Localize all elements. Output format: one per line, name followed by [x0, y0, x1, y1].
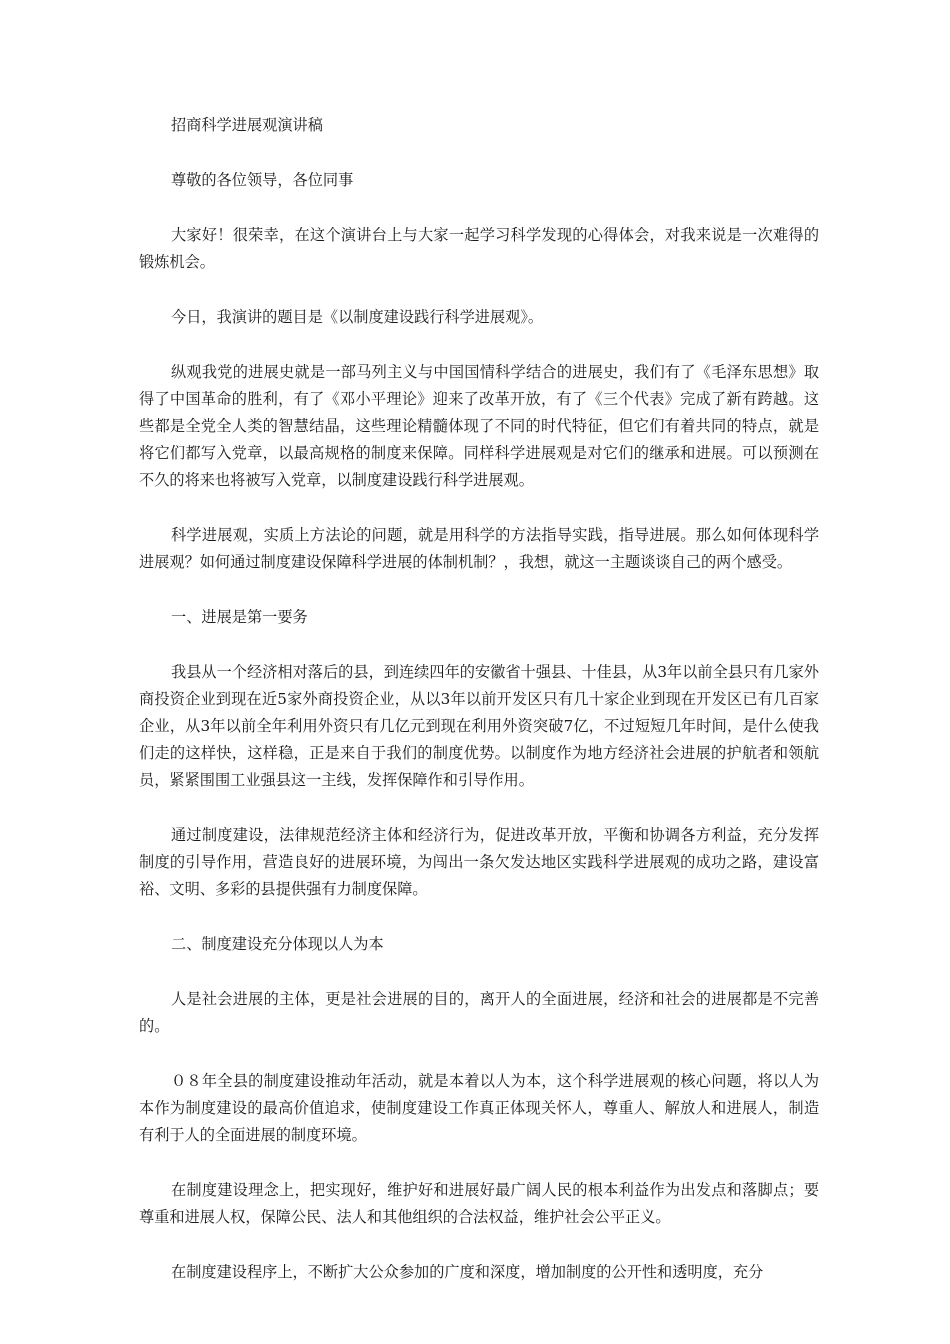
paragraph: 在制度建设理念上，把实现好，维护好和进展好最广阔人民的根本利益作为出发点和落脚点；要尊重和进展人权，保障公民、法人和其他组织的合法权益，维护社会公平正义。: [139, 1181, 819, 1226]
salutation: 尊敬的各位领导，各位同事: [171, 171, 354, 189]
paragraph: 大家好！很荣幸，在这个演讲台上与大家一起学习科学发现的心得体会，对我来说是一次难得的锻炼机会。: [139, 226, 819, 271]
paragraph: 人是社会进展的主体，更是社会进展的目的，离开人的全面进展，经济和社会的进展都是不完善的。: [139, 990, 819, 1035]
paragraph: 通过制度建设，法律规范经济主体和经济行为，促进改革开放，平衡和协调各方利益，充分发挥制度的引导作用，营造良好的进展环境，为闯出一条欠发达地区实践科学进展观的成功之路，建设富裕、文明、多彩的县提供强有力制度保障。: [139, 826, 819, 898]
paragraph: 纵观我党的进展史就是一部马列主义与中国国情科学结合的进展史，我们有了《毛泽东思想》取得了中国革命的胜利，有了《邓小平理论》迎来了改革开放，有了《三个代表》完成了新有跨越。这些都是全党全人类的智慧结晶，这些理论精髓体现了不同的时代特征，但它们有着共同的特点，就是将它们都写入党章，以最高规格的制度来保障。同样科学进展观是对它们的继承和进展。可以预测在不久的将来也将被写入党章，以制度建设践行科学进展观。: [139, 363, 819, 489]
paragraph: 在制度建设程序上，不断扩大公众参加的广度和深度，增加制度的公开性和透明度，充分: [171, 1263, 764, 1281]
document-title: 招商科学进展观演讲稿: [171, 116, 323, 134]
document-page: [139, 112, 819, 1286]
section-heading-1: 一、进展是第一要务: [171, 608, 308, 626]
paragraph: 我县从一个经济相对落后的县，到连续四年的安徽省十强县、十佳县，从3年以前全县只有几家外商投资企业到现在近5家外商投资企业，从以3年以前开发区只有几十家企业到现在开发区已有几百家企业，从3年以前全年利用外资只有几亿元到现在利用外资突破7亿，不过短短几年时间，是什么使我们走的这样快，这样稳，正是来自于我们的制度优势。以制度作为地方经济社会进展的护航者和领航员，紧紧围围工业强县这一主线，发挥保障作和引导作用。: [139, 663, 819, 789]
paragraph: 科学进展观，实质上方法论的问题，就是用科学的方法指导实践，指导进展。那么如何体现科学进展观？如何通过制度建设保障科学进展的体制机制？，我想，就这一主题谈谈自己的两个感受。: [139, 526, 819, 571]
section-heading-2: 二、制度建设充分体现以人为本: [171, 935, 384, 953]
paragraph: ０８年全县的制度建设推动年活动，就是本着以人为本，这个科学进展观的核心问题，将以人为本作为制度建设的最高价值追求，使制度建设工作真正体现关怀人，尊重人、解放人和进展人，制造有利于人的全面进展的制度环境。: [139, 1072, 819, 1144]
paragraph: 今日，我演讲的题目是《以制度建设践行科学进展观》。: [171, 308, 544, 326]
